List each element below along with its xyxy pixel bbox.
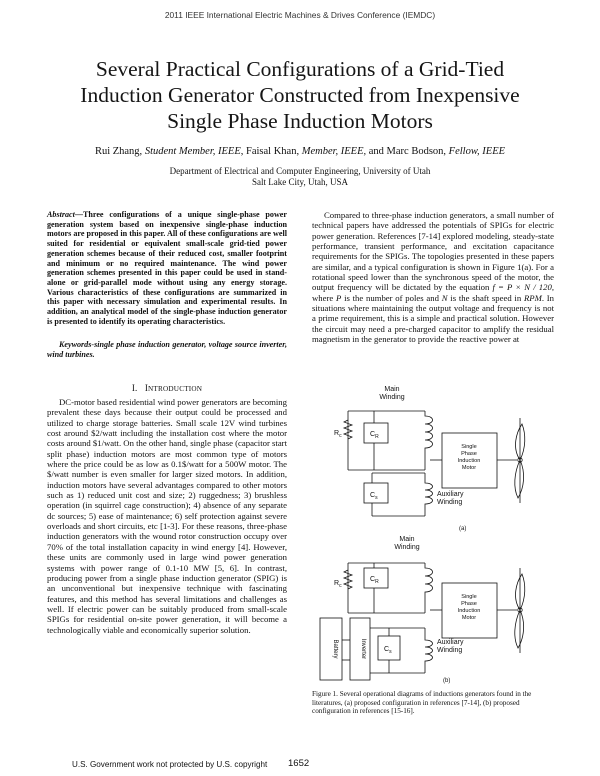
cs-label: $C_s$ [370,492,378,501]
aux-winding-label: Auxiliary [437,491,464,498]
battery-label: Battery [332,639,338,659]
author-name: , Faisal Khan, [240,146,302,157]
main-winding-label: Main [384,386,400,393]
author-membership: Fellow, IEEE [448,146,506,157]
title-line: Several Practical Configurations of a Grid-Tied [95,57,505,81]
figure-caption: Figure 1. Several operational diagrams of inductions generators found in the literatures, (a) proposed configuration in references [7-14], (b) proposed configuration in references [15-16]. [312,690,532,716]
paragraph-text: Compared to three-phase induction generators, a small number of technical papers have addressed the potentials of SPIGs for electric power generation. References [7-14] explored modeling, steady-state performance, transient performance, and excitation capacitance requirements for the SPIGs. The topologies presented in these papers are similar, and a typical configuration is shown in Figure 1(a). For a rotational speed lower than the synchronous speed of the motor, the output frequency will be dictated by the equation [312,210,554,293]
abstract-label: Abstract [47,210,75,219]
section-number: I. [131,383,138,393]
paragraph-text: , where [312,282,554,303]
motor-label: Phase [461,451,477,457]
main-winding-coil [425,411,433,470]
main-winding-label: Main [399,536,415,543]
capacitor-cr [364,423,388,443]
aux-winding-label: Auxiliary [437,639,464,646]
section-title-initial: I [144,383,149,393]
motor-label: Induction [457,608,481,614]
copyright-footer: U.S. Government work not protected by U.S. copyright [72,760,268,769]
aux-winding-coil [425,473,433,516]
abstract [47,210,287,326]
rc-label: $R_c$ [334,430,342,439]
motor-label: Motor [461,465,477,471]
wind-turbine-icon [515,568,525,653]
right-column-paragraph [312,210,554,344]
main-winding-label: Winding [379,394,405,401]
inverter-box [350,618,370,680]
variable-p: P [336,292,342,303]
motor-label: Single [461,444,477,450]
paragraph-text: . In situations where maintaining the output voltage and frequency is not a prime requirement, this is a simple and practical solution. However the circuit may need a pre-charged capacitor to amplify the residual magnetism in the generator to provide the reactive power at [312,292,554,345]
subfigure-b-label: (b) [443,678,451,684]
inverter-label: Inverter [360,638,366,660]
author-name: and Marc Bodson, [366,146,449,157]
diagram-b [320,563,525,680]
aux-winding-label: Winding [437,499,463,506]
aux-winding-coil [425,628,433,673]
cr-label: $C_R$ [370,431,379,440]
page-number: 1652 [288,758,310,769]
affiliation-dept: Department of Electrical and Computer Engineering, University of Utah [169,166,431,176]
rc-label: $R_c$ [334,580,342,589]
author-membership: Student Member, IEEE [144,146,241,157]
aux-winding-label: Winding [437,647,463,654]
intro-paragraph: DC-motor based residential wind power generators are becoming prevalent these days because their output could be processed and utilized to charge storage batteries. Small scale 12V wind turbines cost around $2/watt including the installation cost where the motor costs around $1/watt. On the other hand, single phase (capacitor start split phase) induction motors are most common type of motors where the price could be as low as 0.1$/watt for a 500W motor. The $/watt number is even smaller for larger sized motors. In addition, induction motors have several advantages compared to other motors such as 1) reduced unit cost and size; 2) ruggedness; 3) brushless operation (in squirrel cage construction); 4) absence of any separate dc sources; 5) ease of maintenance; 6) self protection against severe overloads and short circuits, etc [1-3]. For these reasons, three-phase induction generators with the wound rotor construction occupy over 70% of the total installation capacity in wind energy [4]. However, these units are commonly used in large wind power generation systems with power range of 0.1-10 MW [5, 6]. In contrast, producing power from a single phase induction generator (SPIG) is an unconventional but inexpensive technique with fascinating features, and this method has several limitations and challenges as well. If electric power can be suitably produced from small-scale SPIGs for residential on-site power generation, it will become a technologically viable and economically superior solution. [47,397,287,635]
frequency-equation: f = P × N / 120 [492,282,552,293]
paper-title [40,56,560,134]
motor-label: Single [461,594,477,600]
abstract-text: —Three configurations of a unique single-phase power generation system based on inexpensive single-phase induction motors are proposed in this paper. All of these configurations are well suited for residential or equivalent small-scale grid-tied power generation schemes because of their reduced cost, smaller footprint and minimum or no required maintenance. The wind power generation schemes presented in this paper could be used in stand-alone or grid-parallel mode without using any energy storage. Various characteristics of these configurations are summarized in this paper with necessary simulation and experimental results. In addition, an analytical model of the single-phase induction generator is presented to identify its operating characteristics. [47,210,287,326]
author-line [30,146,570,157]
motor-label: Motor [461,615,477,621]
author-membership: Member, IEEE, [301,146,367,157]
diagram-a [344,411,525,516]
rpm-unit: RPM [523,292,542,303]
keywords: Keywords-single phase induction generator, voltage source inverter, wind turbines. [47,340,287,359]
figure-1 [312,378,554,688]
conference-header: 2011 IEEE International Electric Machines & Drives Conference (IEMDC) [164,10,436,20]
paragraph-text: is the shaft speed in [447,292,524,303]
capacitor-cr [364,568,388,588]
wind-turbine-icon [515,418,525,503]
author-name: Rui Zhang, [94,146,145,157]
main-winding-label: Winding [394,544,420,551]
motor-label: Induction [457,458,481,464]
title-line: Single Phase Induction Motors [167,109,433,133]
title-line: Induction Generator Constructed from Inexpensive [80,83,520,107]
variable-n: N [441,292,448,303]
cr-label: $C_R$ [370,576,379,585]
paragraph-text: is the number of poles and [341,292,442,303]
section-heading [47,383,287,393]
main-winding-coil [425,563,433,613]
motor-label: Phase [461,601,477,607]
affiliation-city: Salt Lake City, Utah, USA [252,177,348,187]
cs-label: $C_s$ [384,646,392,655]
subfigure-a-label: (a) [459,526,467,532]
section-title-rest: NTRODUCTION [148,385,203,393]
affiliation [40,166,560,188]
